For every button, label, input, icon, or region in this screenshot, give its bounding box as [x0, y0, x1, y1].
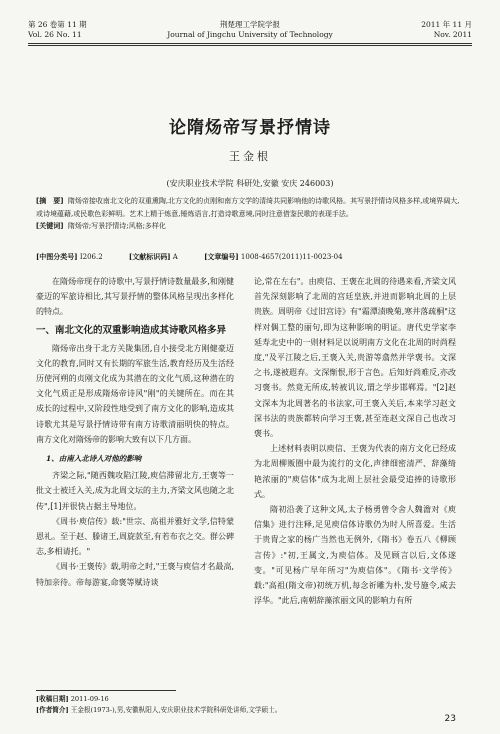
volume-cn: 第 26 卷第 11 期: [28, 20, 87, 29]
body-paragraph: 论,常在左右"。由庾信、王褒在北周的待遇来看,齐梁文风首先深刻影响了北周的宫廷皇族,并进而影响北周的上层贵族。周明帝《过旧宫诗》有"霜潭渍晚菊,寒井落疏桐"这样对偶工整的丽句,即为这种影响的明证。唐代史学家李延寿北史中的一则材料足以说明南方文化在北周的时尚程度,"及平江陵之后,王褒入关,贵游等翕然并学褒书。文深之书,遂被遐弃。文深惭恨,形于言色。后知好尚难反,亦改习褒书。然竟无所成,转被讥议,谓之学步邯郸焉。"[2]赵文深本为北周著名的书法家,可王褒入关后,本来学习赵文深书法的贵族都转向学习王褒,甚至连赵文深自己也改习褒书。: [254, 277, 456, 439]
body-column-right: [254, 274, 456, 608]
header-rule-thin: [28, 45, 472, 46]
header-date: [421, 20, 472, 40]
article-id: [204, 253, 355, 261]
header-journal: [28, 20, 472, 40]
volume-en: Vol. 26 No. 11: [28, 30, 82, 39]
doc-value: A: [172, 253, 178, 261]
received-label: [收稿日期]: [36, 695, 69, 703]
keywords: [36, 220, 464, 233]
article-author: 王金根: [229, 150, 271, 163]
author-bio-value: 王金根(1973-),男,安徽枞阳人,安庆职业技术学院科研处讲师,文学硕士。: [70, 705, 282, 714]
page-number: 23: [444, 714, 456, 724]
keywords-text: 隋炀帝;写景抒情诗;风格;多样化: [67, 222, 166, 230]
body-paragraph: 上述材料表明以庾信、王褒为代表的南方文化已经成为北周柳贩圈中最为流行的文化,声律细密清严、辞藻绮艳浓丽的"庾信体"成为北周上层社会最受追捧的诗歌形式。: [254, 444, 456, 499]
article-title: 论隋炀帝写景抒情诗: [169, 118, 331, 138]
author-affiliation: (安庆职业技术学院 科研处,安徽 安庆 246003): [166, 179, 334, 188]
abstract: [36, 195, 464, 220]
date-en: Nov. 2011: [433, 30, 472, 39]
author-bio: [36, 705, 464, 716]
body-paragraph: 《周书·王褒传》载,明帝之时,"王褒与庾信才名最高,特加亲待。帝每游宴,命褒等赋诗谈: [36, 562, 234, 587]
received-value: 2011-09-16: [70, 695, 109, 703]
subsection-heading: 1、由南入北诗人对他的影响: [46, 454, 142, 464]
id-label: [文章编号]: [204, 252, 239, 261]
body-paragraph: 《周书·庾信传》载:"世宗、高祖并雅好文学,信特蒙恩礼。至于赵、滕诸王,周旋款至,有若布衣之交。群公碑志,多相请托。": [36, 516, 234, 557]
body-paragraph: 齐梁之际,"随西魏攻陷江陵,庾信滞留北方,王褒等一批文士被迁入关,成为北周文坛的主力,齐梁文风也随之北传",[1]并很快占据主导地位。: [36, 471, 234, 511]
intro-paragraph: 在隋炀帝现存的诗歌中,写景抒情诗数量最多,和刚健豪迈的军旅诗相比,其写景抒情的整体风格呈现出多样化的特点。: [36, 277, 234, 317]
id-value: 1008-4657(2011)11-0023-04: [240, 253, 343, 261]
keywords-label: [关键词]: [36, 222, 64, 230]
date-cn: 2011 年 11 月: [421, 20, 472, 29]
doc-label: [文献标识码]: [128, 252, 171, 261]
abstract-text: 隋炀帝接收南北文化的双重熏陶,北方文化的贞刚和南方文学的清绮共同影响他的诗歌风格。其写景抒情诗风格多样,或境界阔大,或诗境蕴藉,或民歌色彩鲜明。艺术上精于炼意,锤炼语言,打造诗歌意境,同时注意借鉴民歌的表现手法。: [36, 197, 460, 218]
journal-en: Journal of Jingchu University of Technology: [167, 30, 333, 39]
journal-cn: 荆楚理工学院学报: [220, 20, 280, 29]
received-date: [36, 694, 464, 705]
body-paragraph: 隋初沿袭了这种文风,太子杨勇曾令舍人魏澹对《庾信集》进行注释,足见庾信体诗歌仍为时人所喜爱。生活于贵胄之家的杨广当然也无例外,《隋书》卷五八《柳顾言传》:"初,王属文,为庾信体。及见顾言以后,文体遂变。"可见杨广早年所习"为庾信体"。《隋书·文学传》载:"高祖(隋文帝)初统万机,每念祈雕为朴,发号施令,咸去浮华。"此后,南朝辞藻浓丽文风的影响力有所: [254, 505, 456, 606]
clc-label: [中图分类号]: [36, 252, 78, 261]
section-heading: 一、南北文化的双重影响造成其诗歌风格多异: [36, 324, 227, 336]
abstract-block: [36, 195, 464, 233]
header-rule: [28, 43, 472, 44]
clc-value: I206.2: [79, 253, 103, 261]
body-column-left: [36, 274, 234, 590]
classification-line: [36, 252, 464, 262]
footnote-rule: [36, 690, 176, 691]
footnote: [36, 694, 464, 715]
abstract-label: [摘 要]: [36, 197, 64, 205]
clc: [36, 253, 115, 261]
author-bio-label: [作者简介]: [36, 705, 69, 714]
body-paragraph: 隋炀帝出身于北方关陇集团,自小接受北方刚健豪迈文化的教育,同时又有长期的军旅生活,教育经历及生活经历使河朔的贞刚文化成为其潜在的文化气质,这种潜在的文化气质正是形成隋炀帝诗风"刚"的关键所在。而在其成长的过程中,又阶段性地受到了南方文化的影响,造成其诗歌尤其是写景抒情诗带有南方诗歌清丽明快的特点。南方文化对隋炀帝的影响大致有以下几方面。: [36, 343, 234, 444]
doc-code: [129, 253, 190, 261]
